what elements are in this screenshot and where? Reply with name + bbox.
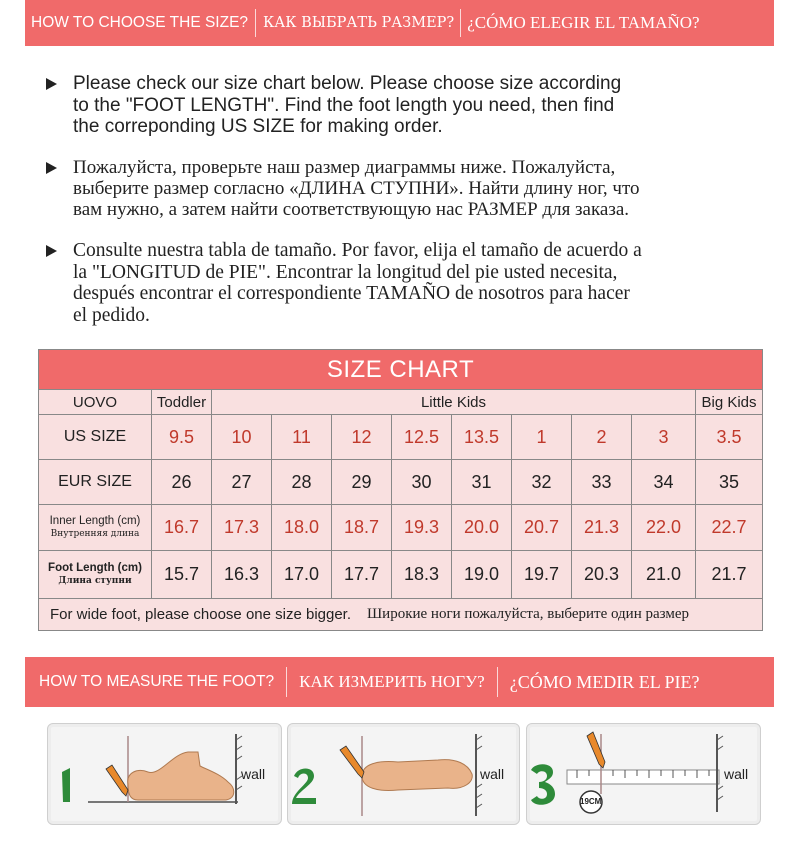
instruction-en-text: Please check our size chart below. Please choose size according to the "FOOT LENGTH". Find the foot length you need, then find the correponding US SIZE for making order. [73,73,622,137]
foot-length-cell: 21.7 [695,551,762,598]
foot-length-cell: 18.3 [391,551,451,598]
instruction-ru-text: Пожалуйста, проверьте наш размер диаграммы ниже. Пожалуйста, выберите размер согласно «ДЛИНА СТУПНИ». Найти длину ног, что вам нужно, а затем найти соответствующую нас РАЗМЕР для заказа. [73,157,640,220]
eur-size-cell: 30 [391,460,451,504]
ruler-badge-label: 19CM [580,797,602,806]
us-size-cell: 3 [631,415,695,459]
us-size-cell: 10 [211,415,271,459]
foot-length-cell: 16.3 [211,551,271,598]
eur-size-cell: 32 [511,460,571,504]
inner-length-label-en: Inner Length (cm) [49,514,141,527]
table-row-inner-length [39,505,762,550]
eur-size-cell: 31 [451,460,511,504]
wall-label: wall [241,766,266,782]
wall-label: wall [724,766,749,782]
eur-size-cell: 35 [695,460,762,504]
foot-length-cell: 19.7 [511,551,571,598]
eur-size-cell: 29 [331,460,391,504]
table-row-eur-size [39,460,762,504]
size-chart-table [38,349,763,631]
inner-length-label-ru: Внутренняя длина [50,528,140,539]
table-note-row [39,599,762,630]
eur-size-cell: 28 [271,460,331,504]
measure-banner [25,657,774,707]
us-size-cell: 12 [331,415,391,459]
us-size-cell: 1 [511,415,571,459]
inner-length-cell: 21.3 [571,505,631,550]
inner-length-cell: 19.3 [391,505,451,550]
eur-size-cell: 26 [151,460,211,504]
instruction-en [42,73,782,138]
header-little-kids: Little Kids [211,390,695,414]
note-ru: Широкие ноги пожалуйста, выберите один размер [367,606,690,622]
inner-length-cell: 17.3 [211,505,271,550]
bullet-arrow-icon [46,245,57,257]
measure-banner-es: ¿CÓMO MEDIR EL PIE? [509,671,700,692]
foot-length-label-ru: Длина ступни [58,575,132,586]
foot-length-cell: 20.3 [571,551,631,598]
measure-step-1-panel [47,723,282,825]
foot-length-cell: 17.0 [271,551,331,598]
us-size-cell: 13.5 [451,415,511,459]
table-row-foot-length [39,551,762,598]
eur-size-cell: 34 [631,460,695,504]
us-size-cell: 3.5 [695,415,762,459]
banner-divider [460,9,461,37]
us-size-cell: 9.5 [151,415,211,459]
foot-length-cell: 21.0 [631,551,695,598]
inner-length-cell: 22.7 [695,505,762,550]
table-row-us-size [39,415,762,459]
bullet-arrow-icon [46,162,57,174]
inner-length-cell: 20.0 [451,505,511,550]
foot-length-cell: 15.7 [151,551,211,598]
eur-size-cell: 27 [211,460,271,504]
measure-banner-ru: КАК ИЗМЕРИТЬ НОГУ? [299,672,485,691]
header-big-kids: Big Kids [695,390,762,414]
row-label-inner-length [39,505,151,550]
inner-length-cell: 16.7 [151,505,211,550]
instruction-es [42,240,782,326]
note-en: For wide foot, please choose one size bigger. [50,606,352,623]
inner-length-cell: 18.7 [331,505,391,550]
banner-divider [497,667,498,697]
measure-step-3-panel [526,723,761,825]
bullet-arrow-icon [46,78,57,90]
foot-length-label-en: Foot Length (cm) [48,561,142,574]
us-size-cell: 11 [271,415,331,459]
instruction-es-text: Consulte nuestra tabla de tamaño. Por favor, elija el tamaño de acuerdo a la "LONGITUD de PIE". Encontrar la longitud del pie usted necesita, después encontrar el correspondiente TAMAÑO de nosotros para hacer el pedido. [73,240,642,326]
measure-banner-en: HOW TO MEASURE THE FOOT? [39,673,275,690]
row-label-foot-length [39,551,151,598]
row-label-us-size: US SIZE [63,428,127,445]
row-label-eur-size: EUR SIZE [58,473,132,490]
banner-divider [286,667,287,697]
banner-es: ¿CÓMO ELEGIR EL TAMAÑO? [467,13,700,32]
banner-en: HOW TO CHOOSE THE SIZE? [31,14,249,31]
eur-size-cell: 33 [571,460,631,504]
wall-label: wall [480,766,505,782]
table-header-row [39,390,762,414]
size-chart-title: SIZE CHART [39,350,762,389]
top-banner [25,0,774,46]
foot-length-cell: 19.0 [451,551,511,598]
banner-ru: КАК ВЫБРАТЬ РАЗМЕР? [263,15,455,31]
foot-length-cell: 17.7 [331,551,391,598]
us-size-cell: 12.5 [391,415,451,459]
header-toddler: Toddler [151,390,211,414]
measure-step-2-panel [287,723,520,825]
inner-length-cell: 20.7 [511,505,571,550]
inner-length-cell: 18.0 [271,505,331,550]
us-size-cell: 2 [571,415,631,459]
header-brand: UOVO [72,393,118,411]
instruction-ru [42,157,782,220]
banner-divider [255,9,256,37]
inner-length-cell: 22.0 [631,505,695,550]
